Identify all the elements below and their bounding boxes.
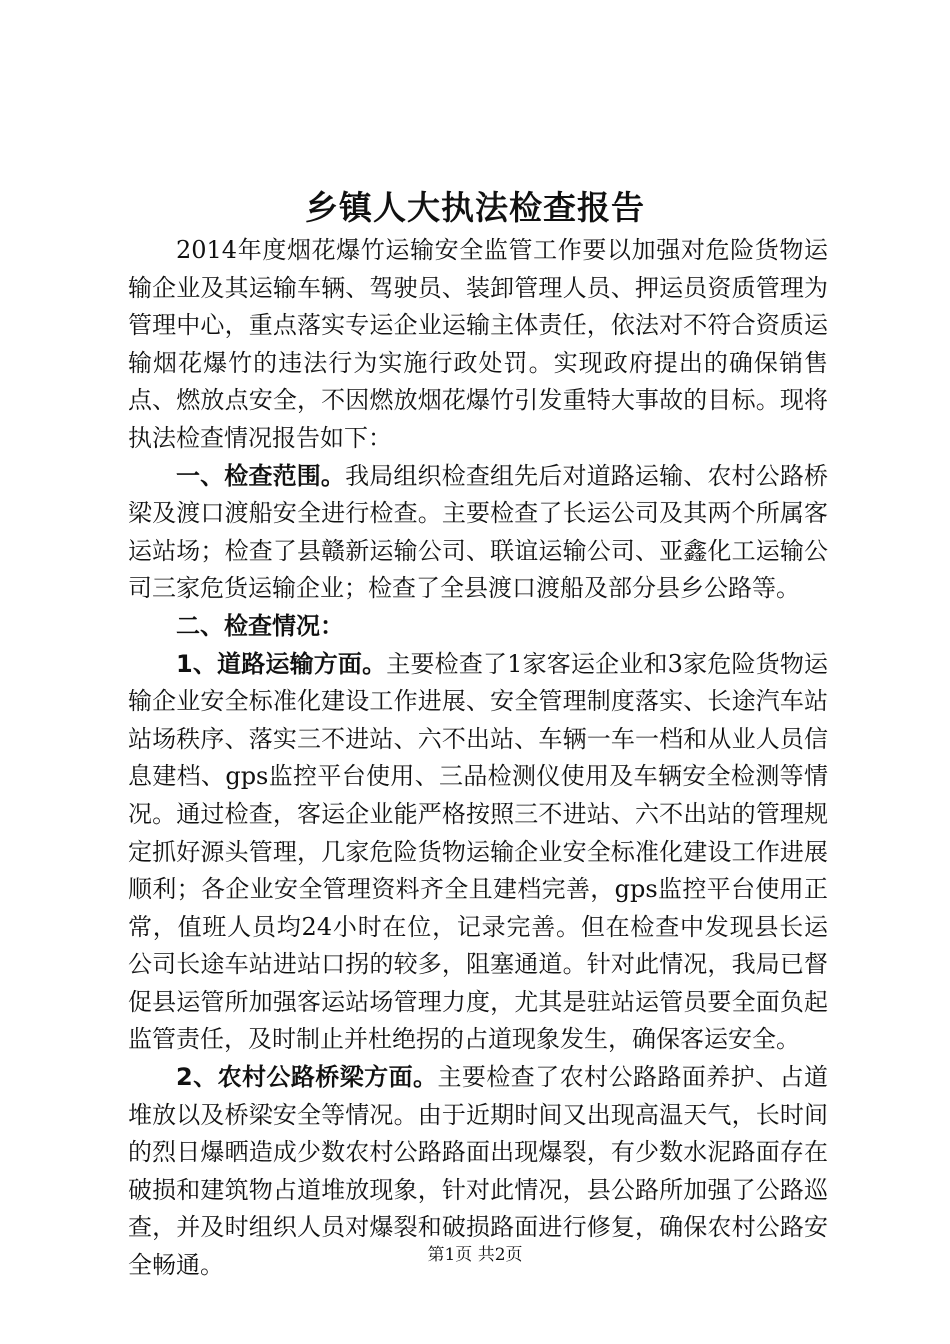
paragraph-text: 主要检查了农村公路路面养护、占道堆放以及桥梁安全等情况。由于近期时间又出现高温天气，长时间的烈日爆晒造成少数农村公路路面出现爆裂，有少数水泥路面存在破损和建筑物占道堆放现象，针对此情况，县公路所加强了公路巡查，并及时组织人员对爆裂和破损路面进行修复，确保农村公路安全畅通。 xyxy=(128,1063,829,1280)
page-footer: 第1页 共2页 xyxy=(427,1245,523,1265)
paragraph-intro xyxy=(128,232,828,458)
paragraph-lead: 二、检查情况： xyxy=(176,611,344,640)
paragraph-lead: 2、农村公路桥梁方面。 xyxy=(176,1063,438,1092)
paragraph-lead: 1、道路运输方面。 xyxy=(176,649,387,678)
paragraph-text: 主要检查了1家客运企业和3家危险货物运输企业安全标准化建设工作进展、安全管理制度落实、长途汽车站站场秩序、落实三不进站、六不出站、车辆一车一档和从业人员信息建档、gps监控平台使用、三品检测仪使用及车辆安全检测等情况。通过检查，客运企业能严格按照三不进站、六不出站的管理规定抓好源头管理，几家危险货物运输企业安全标准化建设工作进展顺利；各企业安全管理资料齐全且建档完善，gps监控平台使用正常，值班人员均24小时在位，记录完善。但在检查中发现县长运公司长途车站进站口拐的较多，阻塞通道。针对此情况，我局已督促县运管所加强客运站场管理力度，尤其是驻站运管员要全面负起监管责任，及时制止并杜绝拐的占道现象发生，确保客运安全。 xyxy=(128,649,829,1054)
paragraph-situation-heading xyxy=(128,608,828,646)
paragraph-lead: 一、检查范围。 xyxy=(176,461,346,490)
document-title: 乡镇人大执法检查报告 xyxy=(305,188,645,227)
paragraph-road-transport xyxy=(128,646,828,1060)
document-body xyxy=(128,232,828,1285)
paragraph-text: 2014年度烟花爆竹运输安全监管工作要以加强对危险货物运输企业及其运输车辆、驾驶员、装卸管理人员、押运员资质管理为管理中心，重点落实专运企业运输主体责任，依法对不符合资质运输烟花爆竹的违法行为实施行政处罚。实现政府提出的确保销售点、燃放点安全，不因燃放烟花爆竹引发重特大事故的目标。现将执法检查情况报告如下： xyxy=(128,236,828,452)
paragraph-scope xyxy=(128,458,828,608)
paragraph-text: 我局组织检查组先后对道路运输、农村公路桥梁及渡口渡船安全进行检查。主要检查了长运公司及其两个所属客运站场；检查了县赣新运输公司、联谊运输公司、亚鑫化工运输公司三家危货运输企业；检查了全县渡口渡船及部分县乡公路等。 xyxy=(128,461,828,603)
